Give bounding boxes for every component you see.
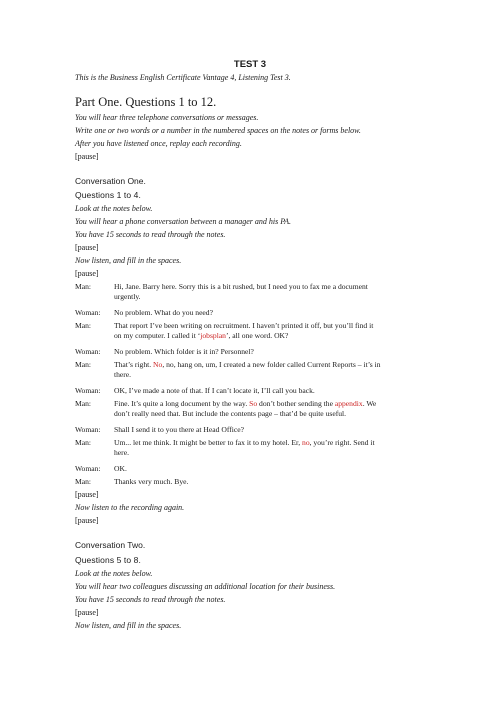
dialogue-text [114, 321, 425, 342]
dialogue-line: No problem. Which folder is it in? Personnel? [114, 347, 254, 356]
highlighted-answer: No [153, 360, 163, 369]
dialogue-text [114, 464, 425, 474]
c2-line-2: You will hear two colleagues discussing an additional location for their business. [75, 582, 336, 591]
dialogue-line: Shall I send it to you there at Head Office? [114, 425, 244, 434]
speaker-label: Man: [75, 438, 92, 447]
speaker-label: Woman: [75, 464, 101, 473]
part-one-heading: Part One. Questions 1 to 12. [75, 95, 217, 109]
conversation-two-questions: Questions 5 to 8. [75, 555, 141, 565]
dialogue-text [114, 360, 425, 381]
dialogue-line: here. [114, 448, 129, 458]
pause-marker: [pause] [75, 243, 99, 252]
speaker-label: Man: [75, 321, 92, 330]
dialogue-line: Fine. It’s quite a long document by the way. So don’t bother sending the appendix. We [114, 399, 377, 408]
highlighted-answer: jobsplan [200, 331, 226, 341]
highlighted-answer: So [249, 399, 258, 408]
dialogue-text [114, 425, 425, 435]
dialogue-line: don’t really need that. But include the contents page – that’d be quite useful. [114, 409, 347, 419]
dialogue-text [114, 386, 425, 396]
highlighted-answer: appendix [334, 399, 363, 408]
speaker-label: Man: [75, 477, 92, 486]
c1-line-3: You have 15 seconds to read through the notes. [75, 230, 226, 239]
dialogue-line: OK, I’ve made a note of that. If I can’t locate it, I’ll call you back. [114, 386, 315, 395]
dialogue-line: OK. [114, 464, 127, 473]
dialogue-text [114, 438, 425, 459]
c2-listen: Now listen, and fill in the spaces. [75, 621, 182, 630]
dialogue-line: on my computer. I called it ‘jobsplan’, all one word. OK? [114, 331, 289, 341]
conversation-one-questions: Questions 1 to 4. [75, 190, 141, 200]
dialogue-text [114, 477, 425, 487]
c1-line-2: You will hear a phone conversation between a manager and his PA. [75, 217, 291, 226]
highlighted-answer: no [302, 438, 310, 447]
instruction-3: After you have listened once, replay each recording. [75, 139, 242, 148]
dialogue-text [114, 399, 425, 420]
instruction-1: You will hear three telephone conversations or messages. [75, 113, 259, 122]
dialogue-line: That report I’ve been writing on recruitment. I haven’t printed it off, but you’ll find it [114, 321, 374, 330]
dialogue-text [114, 347, 425, 357]
conversation-one-heading: Conversation One. [75, 176, 146, 186]
c1-listen-again: Now listen to the recording again. [75, 503, 185, 512]
dialogue-text [114, 308, 425, 318]
instruction-2: Write one or two words or a number in the numbered spaces on the notes or forms below. [75, 126, 361, 135]
conversation-two-heading: Conversation Two. [75, 540, 146, 550]
c1-line-1: Look at the notes below. [75, 204, 153, 213]
speaker-label: Woman: [75, 347, 101, 356]
dialogue-line: Hi, Jane. Barry here. Sorry this is a bit rushed, but I need you to fax me a document [114, 282, 368, 291]
speaker-label: Man: [75, 360, 92, 369]
pause-marker: [pause] [75, 152, 99, 161]
dialogue-line: Um... let me think. It might be better to fax it to my hotel. Er, no, you’re right. Send it [114, 438, 375, 447]
intro-text: This is the Business English Certificate Vantage 4, Listening Test 3. [75, 73, 291, 82]
c1-listen: Now listen, and fill in the spaces. [75, 256, 182, 265]
dialogue-line: No problem. What do you need? [114, 308, 213, 317]
dialogue-line: Thanks very much. Bye. [114, 477, 189, 486]
pause-marker: [pause] [75, 490, 99, 499]
dialogue-line: there. [114, 370, 132, 380]
speaker-label: Woman: [75, 308, 101, 317]
pause-marker: [pause] [75, 269, 99, 278]
dialogue-line: urgently. [114, 292, 141, 302]
test-title: TEST 3 [233, 59, 267, 70]
dialogue-text [114, 282, 425, 303]
c2-line-3: You have 15 seconds to read through the notes. [75, 595, 226, 604]
speaker-label: Man: [75, 282, 92, 291]
pause-marker: [pause] [75, 608, 99, 617]
speaker-label: Man: [75, 399, 92, 408]
c2-line-1: Look at the notes below. [75, 569, 153, 578]
dialogue-line: That’s right. No, no, hang on, um, I created a new folder called Current Reports – it’s in [114, 360, 381, 369]
speaker-label: Woman: [75, 386, 101, 395]
speaker-label: Woman: [75, 425, 101, 434]
pause-marker: [pause] [75, 516, 99, 525]
